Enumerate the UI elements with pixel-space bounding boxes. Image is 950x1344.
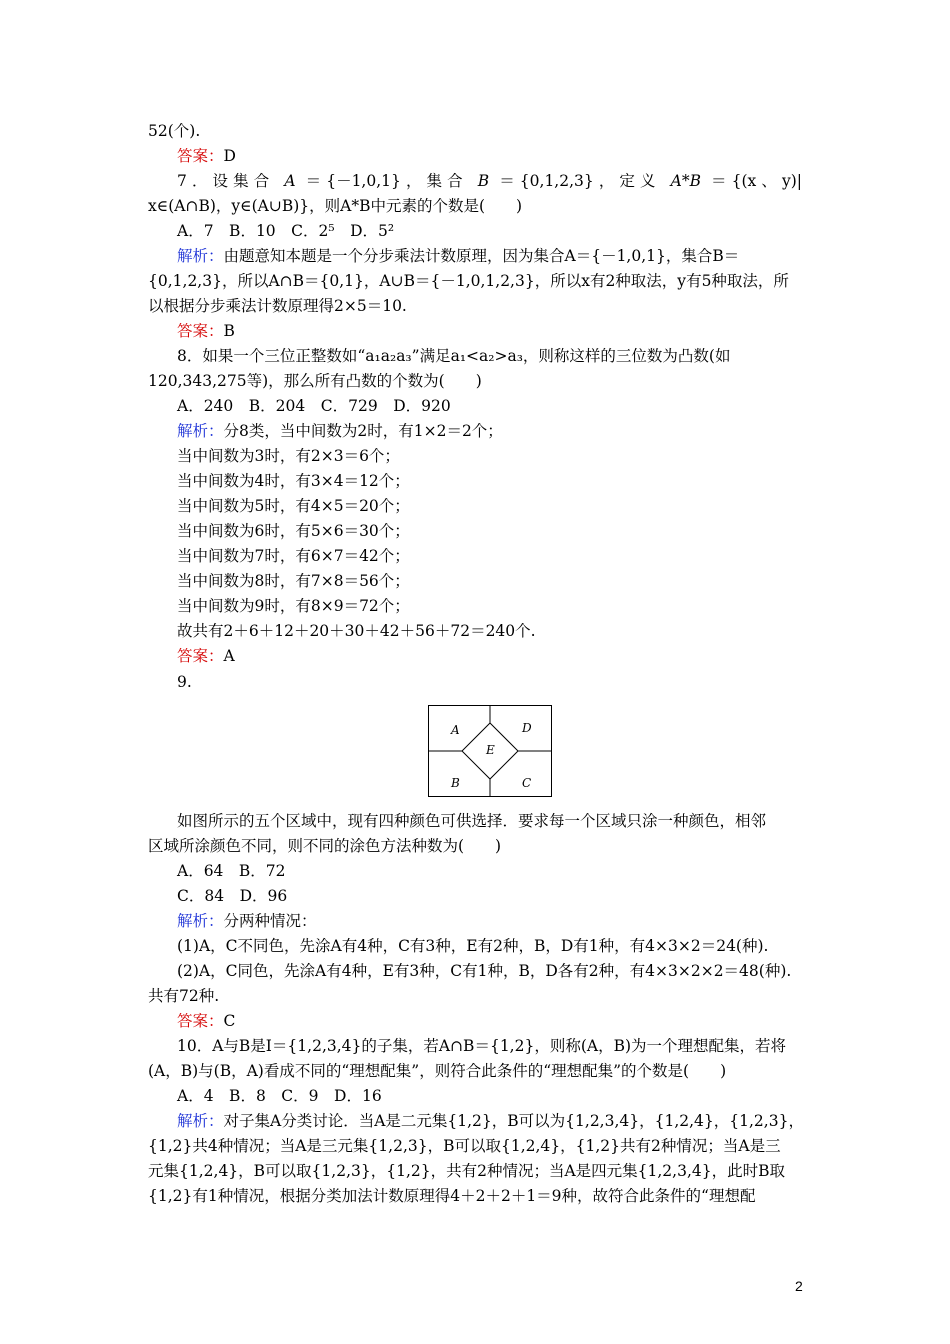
options-line: A．4 B．8 C．9 D．16 (177, 1087, 382, 1105)
options-line: A．7 B．10 C．2⁵ D．5² (177, 222, 395, 240)
analysis-line (177, 911, 317, 931)
analysis-line (177, 246, 739, 266)
question-10-line: 10．A与B是I＝{1,2,3,4}的子集，若A∩B＝{1,2}，则称(A，B)为一个理想配集，若将 (177, 1037, 787, 1055)
region-label-d: D (522, 721, 532, 735)
options-line: A．64 B．72 (177, 862, 286, 880)
text-line: 以根据分步乘法计数原理得2×5＝10. (148, 297, 407, 315)
answer-line (177, 1011, 235, 1031)
analysis-label: 解析： (177, 247, 224, 265)
answer-line (177, 646, 235, 666)
text-line: 故共有2＋6＋12＋20＋30＋42＋56＋72＝240个. (177, 622, 536, 640)
text-line: 当中间数为5时，有4×5＝20个； (177, 497, 410, 515)
analysis-label: 解析： (177, 912, 224, 930)
text-line: (2)A，C同色，先涂A有4种，E有3种，C有1种，B，D各有2种，有4×3×2×2＝48(种). (177, 962, 792, 980)
text-line: 当中间数为4时，有3×4＝12个； (177, 472, 410, 490)
text-line: (A，B)与(B，A)看成不同的“理想配集”，则符合此条件的“理想配集”的个数是( ) (148, 1062, 727, 1080)
page-number: 2 (795, 1278, 803, 1294)
analysis-line (177, 421, 503, 441)
text-line: 共有72种. (148, 987, 220, 1005)
text-line: (1)A，C不同色，先涂A有4种，C有3种，E有2种，B，D有1种，有4×3×2＝24(种). (177, 937, 769, 955)
answer-line (177, 146, 236, 166)
answer-value: D (223, 147, 236, 165)
region-label-a: A (451, 723, 460, 737)
text-line: 当中间数为7时，有6×7＝42个； (177, 547, 410, 565)
text-line: 52(个). (148, 122, 201, 140)
text-line: 120,343,275等)，那么所有凸数的个数为( ) (148, 372, 482, 390)
text-line: 当中间数为8时，有7×8＝56个； (177, 572, 410, 590)
text-span: B (477, 172, 490, 190)
text-span: 7．设集合 (177, 172, 275, 190)
text-span: 分两种情况： (223, 912, 317, 930)
answer-label: 答案： (177, 322, 224, 340)
text-line: 如图所示的五个区域中，现有四种颜色可供选择．要求每一个区域只涂一种颜色，相邻 (177, 812, 767, 830)
question-9-number: 9. (177, 673, 192, 691)
text-line: 区域所涂颜色不同，则不同的涂色方法种数为( ) (148, 837, 502, 855)
answer-label: 答案： (177, 647, 224, 665)
text-span: 由题意知本题是一个分步乘法计数原理，因为集合A＝{－1,0,1}，集合B＝ (223, 247, 740, 265)
text-span: ＝{0,1,2,3}，定义 (499, 172, 661, 190)
region-label-e: E (486, 743, 495, 757)
text-span: ＝{(x、y)| (711, 172, 802, 190)
text-line: {1,2}共4种情况；当A是三元集{1,2,3}，B可以取{1,2,4}，{1,2}共有2种情况；当A是三 (148, 1137, 781, 1155)
text-span: 对子集A分类讨论．当A是二元集{1,2}，B可以为{1,2,3,4}，{1,2,4}，{1,2,3}， (223, 1112, 804, 1130)
text-span: ＝{－1,0,1}，集合 (305, 172, 468, 190)
text-line: x∈(A∩B)，y∈(A∪B)}，则A*B中元素的个数是( ) (148, 197, 523, 215)
answer-label: 答案： (177, 147, 224, 165)
text-line: {0,1,2,3}，所以A∩B＝{0,1}，A∪B＝{－1,0,1,2,3}，所以x有2种取法，y有5种取法，所 (148, 272, 789, 290)
text-span: A (284, 172, 296, 190)
text-line: 当中间数为3时，有2×3＝6个； (177, 447, 400, 465)
answer-label: 答案： (177, 1012, 224, 1030)
text-line: 元集{1,2,4}，B可以取{1,2,3}，{1,2}，共有2种情况；当A是四元集{1,2,3,4}，此时B取 (148, 1162, 785, 1180)
answer-value: C (223, 1012, 236, 1030)
answer-value: A (223, 647, 235, 665)
question-7-line (177, 171, 802, 191)
analysis-label: 解析： (177, 1112, 224, 1130)
analysis-line (177, 1111, 804, 1131)
text-line: 当中间数为9时，有8×9＝72个； (177, 597, 410, 615)
answer-line (177, 321, 235, 341)
text-line: 当中间数为6时，有5×6＝30个； (177, 522, 410, 540)
options-line: A．240 B．204 C．729 D．920 (177, 397, 451, 415)
text-span: A*B (670, 172, 701, 190)
region-figure (428, 705, 552, 797)
text-span: 分8类，当中间数为2时，有1×2＝2个； (223, 422, 503, 440)
answer-value: B (223, 322, 235, 340)
text-line: {1,2}有1种情况，根据分类加法计数原理得4＋2＋2＋1＝9种，故符合此条件的“理想配 (148, 1187, 756, 1205)
region-label-b: B (451, 776, 460, 790)
region-label-c: C (522, 776, 532, 790)
options-line: C．84 D．96 (177, 887, 288, 905)
question-8-line: 8．如果一个三位正整数如“a₁a₂a₃”满足a₁<a₂>a₃，则称这样的三位数为凸数(如 (177, 347, 731, 365)
analysis-label: 解析： (177, 422, 224, 440)
